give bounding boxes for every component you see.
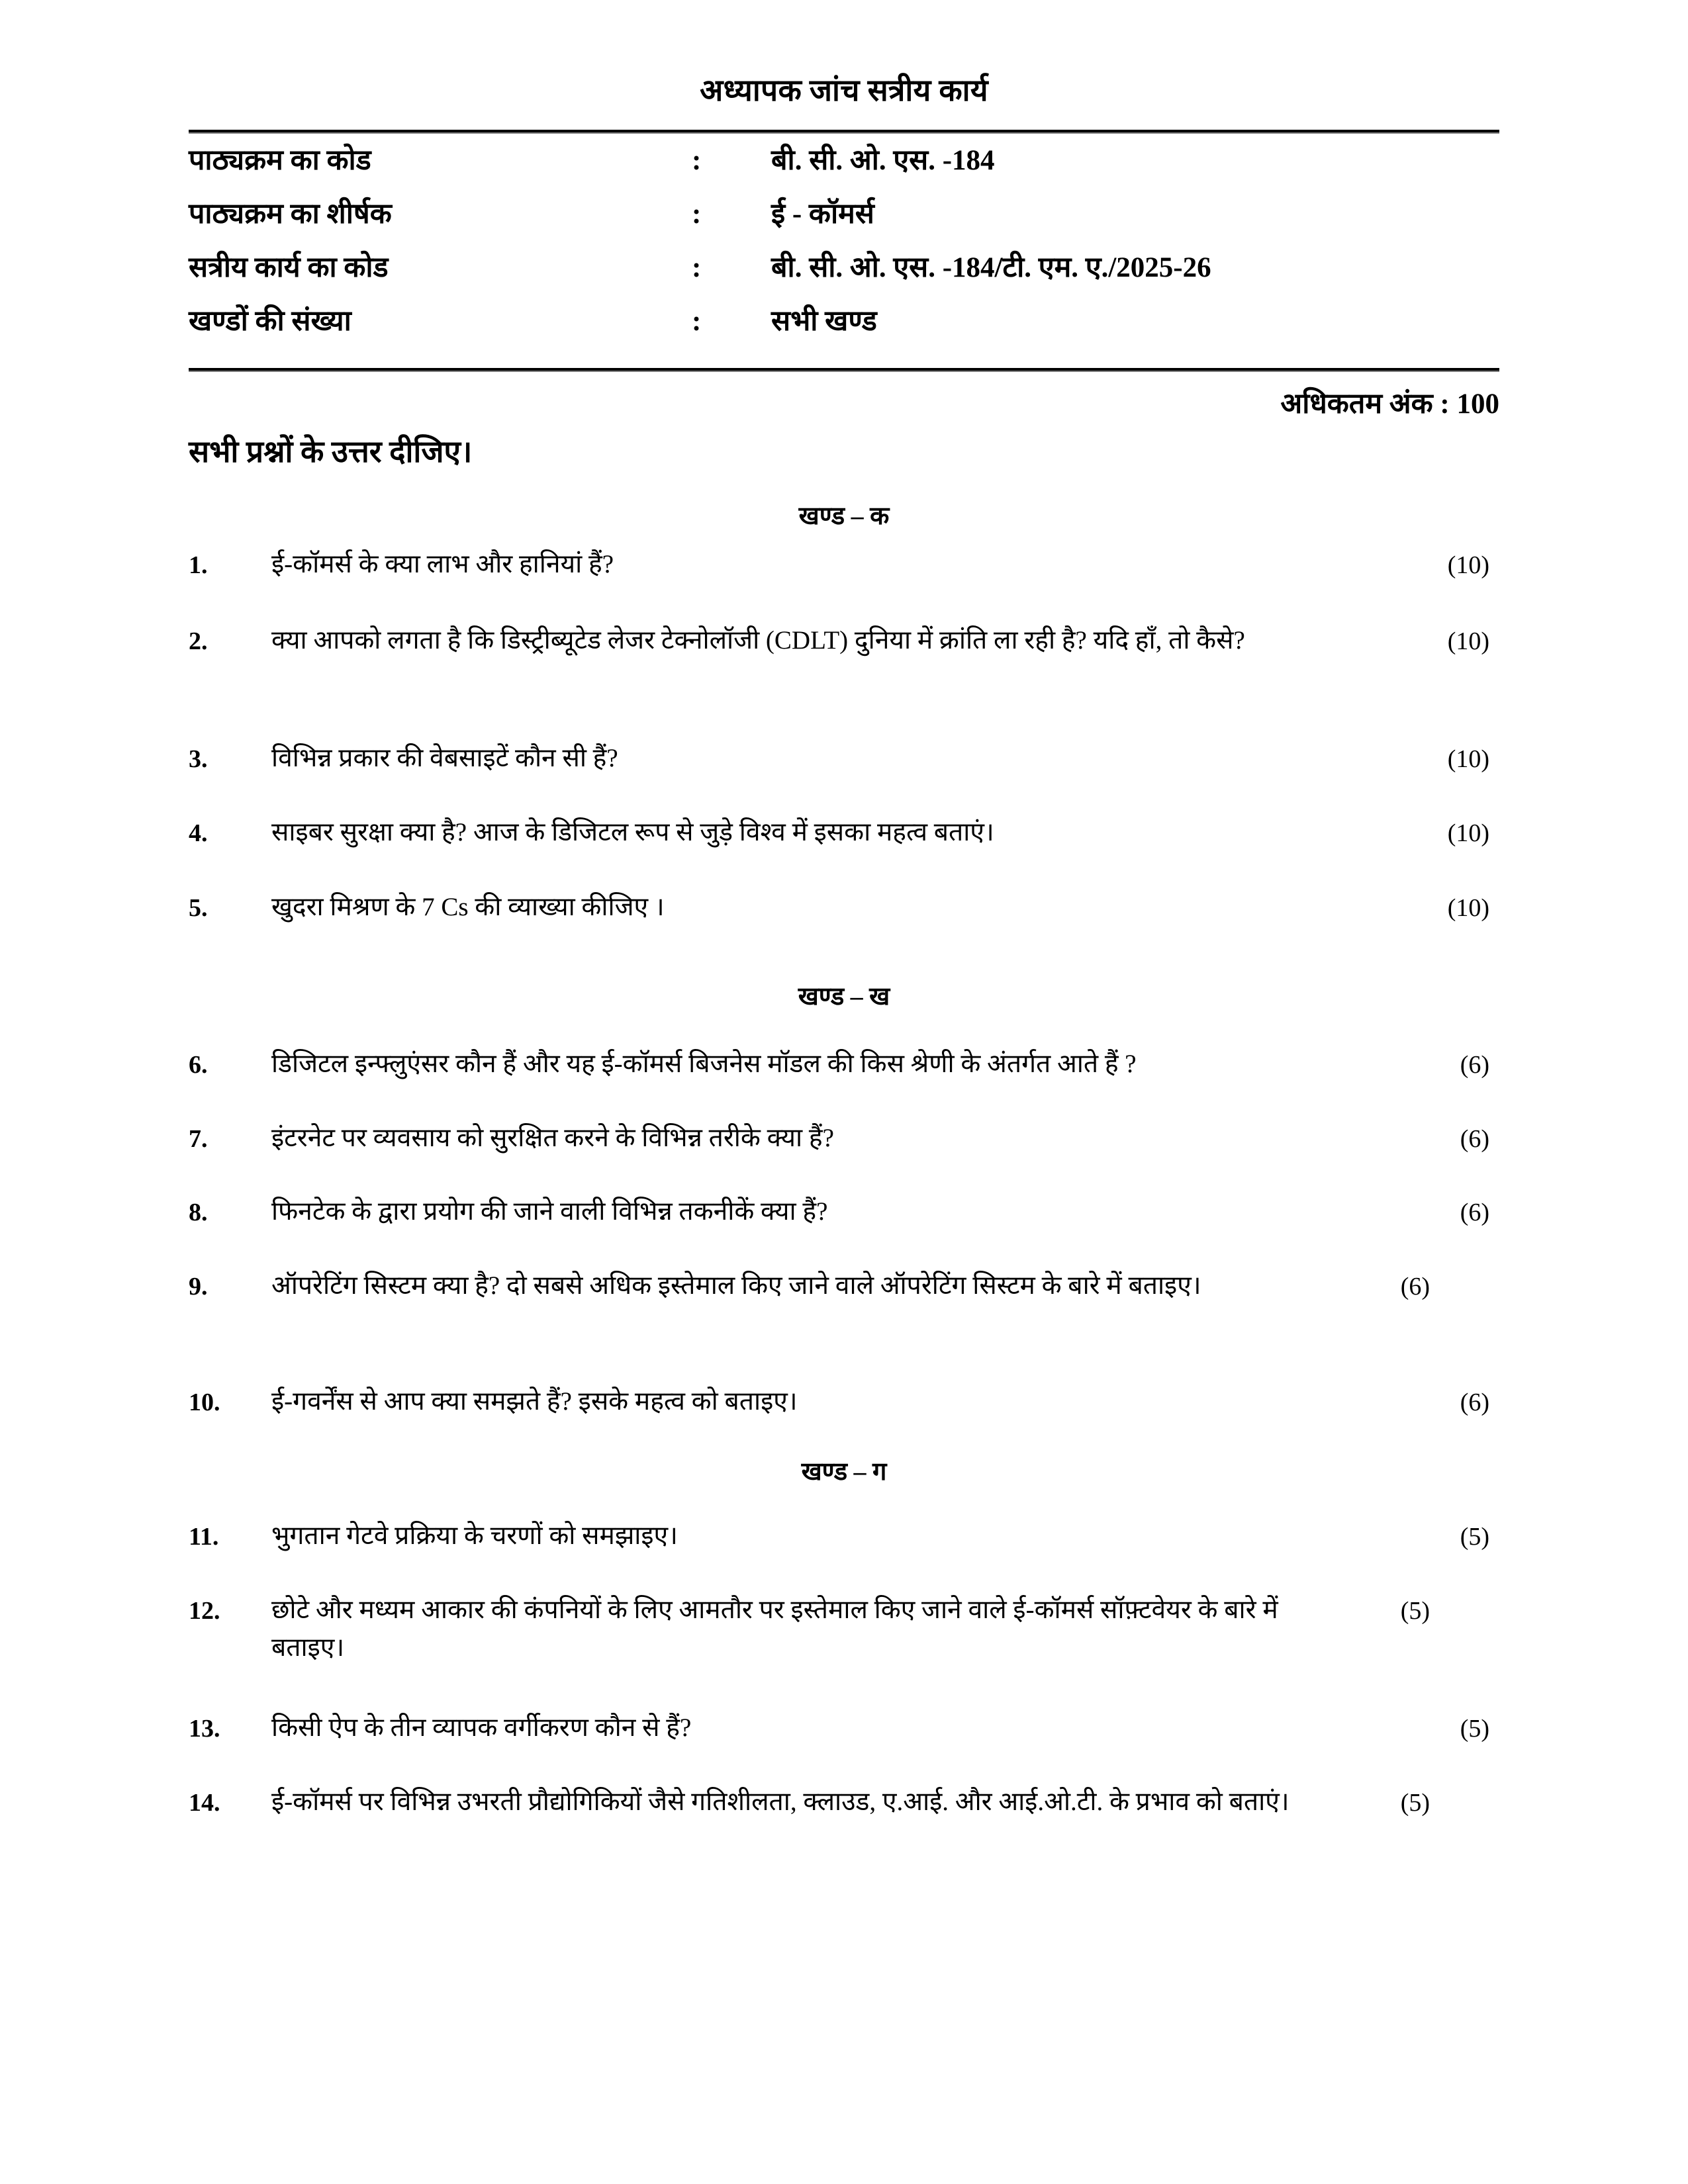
question-marks: (10) — [1447, 819, 1489, 847]
question-number: 11. — [189, 1523, 219, 1551]
meta-label-assignment-code: सत्रीय कार्य का कोड — [189, 252, 389, 283]
meta-colon-block-count: : — [692, 306, 702, 337]
meta-value-assignment-code: बी. सी. ओ. एस. -184/टी. एम. ए./2025-26 — [771, 252, 1211, 283]
header-divider-top — [189, 130, 1499, 134]
question-text: क्या आपको लगता है कि डिस्ट्रीब्यूटेड लेजर टेक्नोलॉजी (CDLT) दुनिया में क्रांति ला रही है? यदि हाँ, तो कैसे? — [271, 626, 1245, 655]
question-number: 5. — [189, 894, 208, 922]
question-text: छोटे और मध्यम आकार की कंपनियों के लिए आमतौर पर इस्तेमाल किए जाने वाले ई-कॉमर्स सॉफ़्टवेयर के बारे में बताइए। — [271, 1596, 1278, 1662]
question-item-11 — [189, 1518, 1499, 1555]
question-number: 3. — [189, 745, 208, 773]
meta-label-course-code: पाठ्यक्रम का कोड — [189, 145, 371, 176]
question-number: 14. — [189, 1789, 220, 1817]
question-number: 8. — [189, 1199, 208, 1226]
question-marks: (5) — [1400, 1789, 1430, 1817]
meta-colon-course-code: : — [692, 145, 702, 176]
meta-row-course-title — [189, 198, 1499, 251]
meta-row-assignment-code — [189, 251, 1499, 305]
question-marks: (6) — [1460, 1388, 1489, 1416]
question-marks: (10) — [1447, 551, 1489, 579]
question-text: खुदरा मिश्रण के 7 Cs की व्याख्या कीजिए । — [271, 893, 665, 921]
question-marks: (5) — [1400, 1597, 1430, 1625]
question-item-12 — [189, 1592, 1499, 1666]
question-text: इंटरनेट पर व्यवसाय को सुरक्षित करने के विभिन्न तरीके क्या हैं? — [271, 1124, 834, 1152]
question-number: 1. — [189, 551, 208, 579]
question-item-14 — [189, 1784, 1499, 1821]
question-marks: (10) — [1447, 745, 1489, 773]
header-divider-bottom — [189, 368, 1499, 372]
course-meta-table — [189, 144, 1499, 359]
question-text: ई-कॉमर्स के क्या लाभ और हानियां हैं? — [271, 550, 614, 578]
question-text: फिनटेक के द्वारा प्रयोग की जाने वाली विभिन्न तकनीकें क्या हैं? — [271, 1197, 828, 1226]
question-marks: (6) — [1460, 1199, 1489, 1226]
question-number: 12. — [189, 1597, 220, 1625]
question-item-13 — [189, 1709, 1499, 1747]
question-item-8 — [189, 1193, 1499, 1231]
question-number: 4. — [189, 819, 208, 847]
question-marks: (6) — [1400, 1273, 1430, 1300]
question-item-2 — [189, 622, 1499, 660]
question-marks: (6) — [1460, 1125, 1489, 1153]
question-text: ई-कॉमर्स पर विभिन्न उभरती प्रौद्योगिकियों जैसे गतिशीलता, क्लाउड, ए.आई. और आई.ओ.टी. के प्रभाव को बताएं। — [271, 1788, 1289, 1816]
question-text: विभिन्न प्रकार की वेबसाइटें कौन सी हैं? — [271, 744, 618, 772]
section-heading-c: खण्ड – ग — [801, 1458, 887, 1486]
question-item-9 — [189, 1267, 1499, 1305]
meta-label-block-count: खण्डों की संख्या — [189, 306, 352, 337]
question-number: 10. — [189, 1388, 220, 1416]
question-item-3 — [189, 740, 1499, 778]
question-item-6 — [189, 1046, 1499, 1083]
question-marks: (5) — [1460, 1715, 1489, 1743]
question-number: 6. — [189, 1051, 208, 1079]
section-heading-b: खण्ड – ख — [798, 983, 890, 1011]
question-text: डिजिटल इन्फ्लुएंसर कौन हैं और यह ई-कॉमर्स बिजनेस मॉडल की किस श्रेणी के अंतर्गत आते हैं ? — [271, 1050, 1137, 1078]
maximum-marks: अधिकतम अंक : 100 — [1280, 388, 1499, 420]
meta-label-course-title: पाठ्यक्रम का शीर्षक — [189, 199, 392, 230]
question-marks: (6) — [1460, 1051, 1489, 1079]
meta-row-block-count — [189, 305, 1499, 359]
question-marks: (10) — [1447, 894, 1489, 922]
instruction-text: सभी प्रश्नों के उत्तर दीजिए। — [189, 435, 473, 469]
section-heading-a: खण्ड – क — [798, 502, 890, 530]
question-text: साइबर सुरक्षा क्या है? आज के डिजिटल रूप से जुड़े विश्व में इसका महत्व बताएं। — [271, 818, 994, 846]
question-item-1 — [189, 546, 1499, 584]
question-text: भुगतान गेटवे प्रक्रिया के चरणों को समझाइए। — [271, 1522, 678, 1550]
question-item-10 — [189, 1383, 1499, 1421]
meta-row-course-code — [189, 144, 1499, 198]
question-text: ई-गवर्नेंस से आप क्या समझते हैं? इसके महत्व को बताइए। — [271, 1387, 798, 1416]
question-number: 9. — [189, 1273, 208, 1300]
question-item-4 — [189, 814, 1499, 852]
question-text: ऑपरेटिंग सिस्टम क्या है? दो सबसे अधिक इस्तेमाल किए जाने वाले ऑपरेटिंग सिस्टम के बारे में बताइए। — [271, 1271, 1201, 1300]
question-marks: (5) — [1460, 1523, 1489, 1551]
page-title: अध्यापक जांच सत्रीय कार्य — [700, 73, 988, 107]
meta-value-course-code: बी. सी. ओ. एस. -184 — [771, 145, 995, 176]
question-text: किसी ऐप के तीन व्यापक वर्गीकरण कौन से हैं? — [271, 1713, 692, 1742]
question-number: 2. — [189, 627, 208, 655]
question-item-5 — [189, 889, 1499, 927]
question-marks: (10) — [1447, 627, 1489, 655]
question-item-7 — [189, 1120, 1499, 1158]
question-number: 13. — [189, 1715, 220, 1743]
meta-colon-assignment-code: : — [692, 252, 702, 283]
meta-value-course-title: ई - कॉमर्स — [771, 199, 874, 230]
question-number: 7. — [189, 1125, 208, 1153]
meta-value-block-count: सभी खण्ड — [771, 306, 877, 337]
meta-colon-course-title: : — [692, 199, 702, 230]
